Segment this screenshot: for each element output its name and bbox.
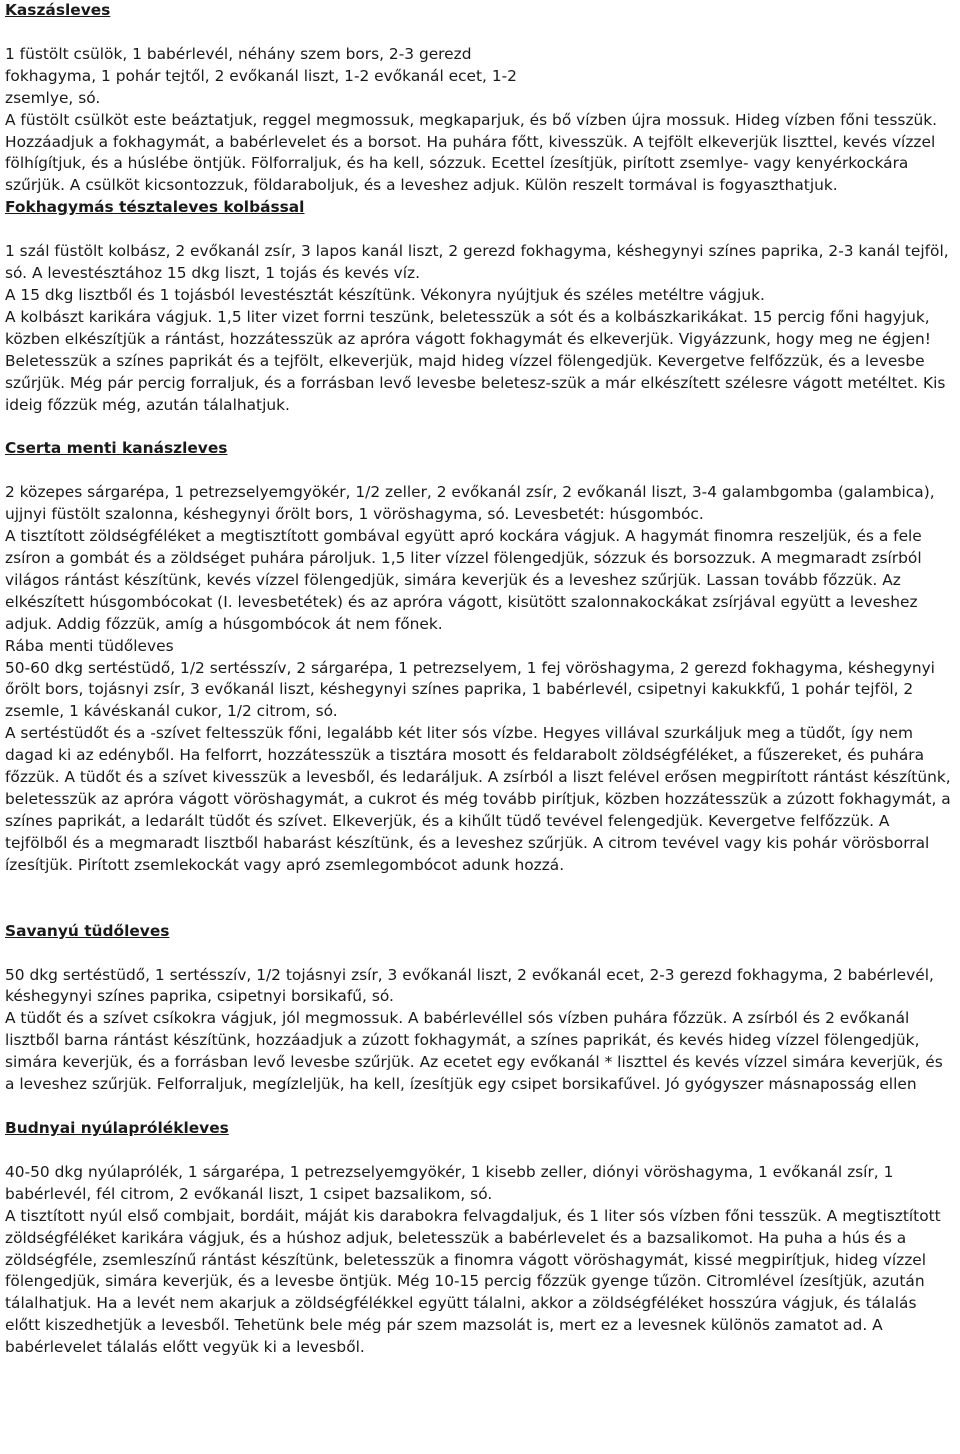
recipe-method: A tisztított zöldségféléket a megtisztított gombával együtt apró kockára vágjuk. A hagymát finomra reszeljük, és a fele zsíron a gombát és a zöldséget puhára pároljuk. 1,5 liter vízzel fölengedjük, sózzuk és borsozzuk. A megmaradt zsírból világos rántást készítünk, kevés vízzel fölengedjük, simára keverjük és a leveshez szűrjük. Lassan tovább főzzük. Az elkészített húsgombócokat (I. levesbetétek) és az apróra vágott, kisütött szalonnakockákat zsírjával együtt a leveshez adjuk. Addig főzzük, amíg a húsgombócok át nem főnek.	[5, 527, 922, 633]
recipe-budnyai-nyulaprolekleves	[5, 1118, 954, 1359]
recipe-kaszasleves	[5, 0, 954, 197]
recipe-ingredients: 50-60 dkg sertéstüdő, 1/2 sertésszív, 2 sárgarépa, 1 petrezselyem, 1 fej vöröshagyma, 2 gerezd fokhagyma, késhegynyi őrölt bors, tojásnyi zsír, 3 evőkanál liszt, késhegynyi színes paprika, 1 babérlevél, csipetnyi kakukkfű, 1 pohár tejföl, 2 zsemle, 1 kávéskanál cukor, 1/2 citrom, só.	[5, 658, 935, 721]
recipe-method: A tisztított nyúl első combjait, bordáit, máját kis darabokra felvagdaljuk, és 1 liter sós vízben főni tesszük. A megtisztított zöldségféléket karikára vágjuk, és a húshoz adjuk, beletesszük a babérlevelet és a bazsalikomot. Ha puha a hús és a zöldségféle, zsemleszínű rántást készítünk, beletesszük a finomra vágott vöröshagymát, kissé megpirítjuk, hideg vízzel fölengedjük, simára keverjük, és a levesbe öntjük. Még 10-15 percig főzzük gyenge tűzön. Citromlével ízesítjük, azután tálalhatjuk. Ha a levét nem akarjuk a zöldségfélékkel együtt tálalni, akkor a zöldségféléket hosszúra vágjuk, és tálalás előtt kiszedhetjük a levesből. Tehetünk bele még pár szem mazsolát is, mert ez a levesnek különös zamatot ad. A babérlevelet tálalás előtt vegyük ki a levesből.	[5, 1206, 941, 1357]
recipe-cserta-menti-kanaszleves	[5, 438, 954, 635]
recipe-method: A kolbászt karikára vágjuk. 1,5 liter vizet forrni teszünk, beletesszük a sót és a kolbászkarikákat. 15 percig főni hagyjuk, közben elkészítjük a rántást, hozzátesszük az apróra vágott fokhagymát és elkeverjük. Vigyázzunk, hogy meg ne égjen! Beletesszük a színes paprikát és a tejfölt, elkeverjük, majd hideg vízzel fölengedjük. Kevergetve felfőzzük, és a levesbe szűrjük. Még pár percig forraljuk, és a forrásban levő levesbe beletesz-szük a már elkészített szélesre vágott metéltet. Kis ideig főzzük még, azután tálalhatjuk.	[5, 307, 946, 414]
recipe-ingredients: 1 füstölt csülök, 1 babérlevél, néhány szem bors, 2-3 gerezd fokhagyma, 1 pohár tejtől, 2 evőkanál liszt, 1-2 evőkanál ecet, 1-2 zsemlye, só.	[5, 44, 517, 107]
spacer	[5, 460, 954, 482]
recipe-method: A sertéstüdőt és a -szívet feltesszük főni, legalább két liter sós vízbe. Hegyes villával szurkáljuk meg a tüdőt, így nem dagad ki az edényből. Ha felforrt, hozzátesszük a tisztára mosott és feldarabolt zöldségféléket, a fűszereket, és puhára főzzük. A tüdőt és a szívet kivesszük a levesből, és ledaráljuk. A zsírból a liszt felével erősen megpirított rántást készítünk, beletesszük az apróra vágott vöröshagymát, a cukrot és még tovább pirítjuk, közben hozzátesszük a zúzott fokhagymát, a színes paprikát, a ledarált tüdőt és szívet. Elkeverjük, és a kihűlt tüdő tevével felengedjük. Kevergetve felfőzzük. A tejfölből és a megmaradt lisztből habarást készítünk, és a leveshez szűrjük. A citrom tevével vagy kis pohár vörösborral ízesítjük. Pirított zsemlekockát vagy apró zsemlegombócot adunk hozzá.	[5, 724, 951, 874]
recipe-ingredients: 2 közepes sárgarépa, 1 petrezselyemgyökér, 1/2 zeller, 2 evőkanál zsír, 2 evőkanál liszt, 3-4 galambgomba (galambica), ujjnyi füstölt szalonna, késhegynyi őrölt bors, 1 vöröshagyma, só. Levesbetét: húsgombóc.	[5, 483, 935, 524]
spacer	[5, 943, 954, 965]
spacer	[5, 877, 954, 921]
recipe-title: Rába menti tüdőleves	[5, 636, 174, 655]
spacer	[5, 22, 954, 44]
spacer	[5, 219, 954, 241]
recipe-title: Savanyú tüdőleves	[5, 921, 170, 940]
spacer	[5, 1096, 954, 1118]
recipe-ingredients: 40-50 dkg nyúlaprólék, 1 sárgarépa, 1 petrezselyemgyökér, 1 kisebb zeller, diónyi vöröshagyma, 1 evőkanál zsír, 1 babérlevél, fél citrom, 2 evőkanál liszt, 1 csipet bazsalikom, só.	[5, 1162, 894, 1203]
recipe-title: Budnyai nyúlaprólékleves	[5, 1118, 229, 1137]
recipe-title: Cserta menti kanászleves	[5, 439, 228, 458]
recipe-ingredients: 1 szál füstölt kolbász, 2 evőkanál zsír, 3 lapos kanál liszt, 2 gerezd fokhagyma, késhegynyi színes paprika, 2-3 kanál tejföl, só. A levestésztához 15 dkg liszt, 1 tojás és kevés víz.	[5, 242, 949, 283]
recipe-title: Fokhagymás tésztaleves kolbással	[5, 198, 305, 217]
recipe-method: A tüdőt és a szívet csíkokra vágjuk, jól megmossuk. A babérlevéllel sós vízben puhára főzzük. A zsírból és 2 evőkanál lisztből barna rántást készítünk, hozzáadjuk a zúzott fokhagymát, a színes paprikát, és kevés hideg vízzel fölengedjük, simára keverjük, és a forrásban levő levesbe szűrjük. Az ecetet egy evőkanál * liszttel és kevés vízzel simára keverjük, és a leveshez szűrjük. Felforraljuk, megízleljük, ha kell, ízesítjük egy csipet borsikafűvel. Jó gyógyszer másnaposság ellen	[5, 1009, 943, 1094]
recipe-fokhagymas-tesztaleves	[5, 197, 954, 416]
recipe-ingredients: 50 dkg sertéstüdő, 1 sertésszív, 1/2 tojásnyi zsír, 3 evőkanál liszt, 2 evőkanál ecet, 2-3 gerezd fokhagyma, 2 babérlevél, késhegynyi színes paprika, csipetnyi borsikafű, só.	[5, 965, 934, 1006]
spacer	[5, 1140, 954, 1162]
recipe-method: A füstölt csülköt este beáztatjuk, reggel megmossuk, megkaparjuk, és bő vízben újra mossuk. Hideg vízben főni tesszük. Hozzáadjuk a fokhagymát, a babérlevelet és a borsot. Ha puhára főtt, kivesszük. A tejfölt elkeverjük liszttel, kevés vízzel fölhígítjuk, és a húslébe öntjük. Fölforraljuk, és ha kell, sózzuk. Ecettel ízesítjük, pirított zsemlye- vagy kenyérkockára szűrjük. A csülköt kicsontozzuk, földaraboljuk, és a leveshez adjuk. Külön reszelt tormával is fogyaszthatjuk.	[5, 110, 938, 195]
recipe-preparation: A 15 dkg lisztből és 1 tojásból levestésztát készítünk. Vékonyra nyújtjuk és széles metéltre vágjuk.	[5, 285, 765, 304]
recipe-title: Kaszásleves	[5, 1, 111, 19]
recipe-raba-menti-tudoleves	[5, 636, 954, 877]
recipe-savanyu-tudoleves	[5, 921, 954, 1096]
spacer	[5, 416, 954, 438]
